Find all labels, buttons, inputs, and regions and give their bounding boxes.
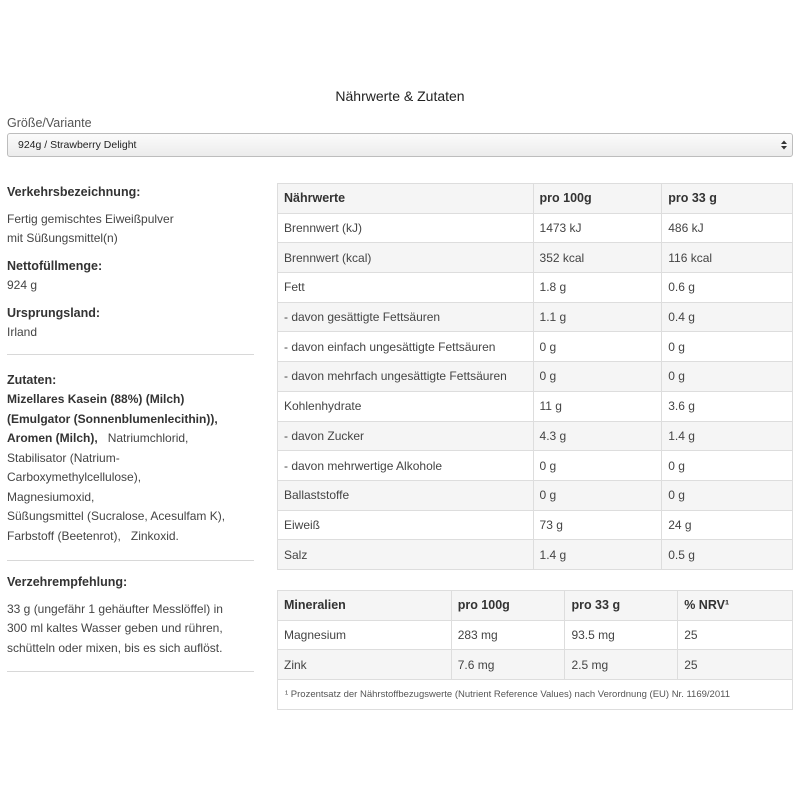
variant-selected-value: 924g / Strawberry Delight: [18, 139, 137, 151]
table-cell: 0 g: [662, 451, 793, 481]
minerals-header: Mineralien: [278, 591, 452, 621]
table-row: [278, 480, 793, 510]
updown-chevron-icon: [780, 139, 788, 151]
table-cell: 0 g: [533, 362, 662, 392]
ingredient-3: Carboxymethylcellulose),: [7, 470, 142, 484]
table-cell: Eiweiß: [278, 510, 534, 540]
table-cell: 4.3 g: [533, 421, 662, 451]
ingredient-6: Farbstoff (Beetenrot),: [7, 528, 121, 543]
ingredient-5: Süßungsmittel (Sucralose, Acesulfam K),: [7, 509, 226, 523]
page-title: Nährwerte & Zutaten: [335, 88, 465, 104]
table-cell: 1473 kJ: [533, 213, 662, 243]
minerals-header: % NRV¹: [678, 591, 793, 621]
ingredient-4: Magnesiumoxid,: [7, 489, 95, 504]
table-row: [278, 540, 793, 570]
divider: [7, 671, 254, 672]
net-quantity-value: 924 g: [7, 278, 38, 292]
table-cell: 0.4 g: [662, 302, 793, 332]
table-cell: 1.4 g: [533, 540, 662, 570]
minerals-header: pro 33 g: [565, 591, 678, 621]
variant-select[interactable]: [7, 133, 793, 157]
table-row: [278, 451, 793, 481]
table-cell: 0.6 g: [662, 273, 793, 303]
usage-line-1: 33 g (ungefähr 1 gehäufter Messlöffel) in: [7, 601, 223, 616]
table-cell: 486 kJ: [662, 213, 793, 243]
nutrition-header: pro 33 g: [662, 184, 793, 214]
table-cell: - davon einfach ungesättigte Fettsäuren: [278, 332, 534, 362]
table-cell: 0 g: [533, 480, 662, 510]
nutrition-header: Nährwerte: [278, 184, 534, 214]
usage-line-3: schütteln oder mixen, bis es sich auflöst.: [7, 640, 223, 655]
usage-line-2: 300 ml kaltes Wasser geben und rühren,: [7, 621, 223, 635]
ingredient-bold-2: (Emulgator (Sonnenblumenlecithin)),: [7, 411, 218, 426]
nutrition-header: pro 100g: [533, 184, 662, 214]
table-row: [278, 510, 793, 540]
table-cell: - davon Zucker: [278, 421, 534, 451]
table-cell: 352 kcal: [533, 243, 662, 273]
table-cell: 1.8 g: [533, 273, 662, 303]
ingredient-bold-3: Aromen (Milch),: [7, 431, 98, 445]
ingredient-2: Stabilisator (Natrium-: [7, 450, 120, 465]
net-quantity-label: Nettofüllmenge:: [7, 258, 103, 273]
table-row: [278, 620, 793, 650]
table-row: [278, 332, 793, 362]
table-cell: Magnesium: [278, 620, 452, 650]
table-cell: Ballaststoffe: [278, 480, 534, 510]
table-cell: 0 g: [533, 451, 662, 481]
variant-label: Größe/Variante: [7, 116, 92, 130]
table-cell: - davon mehrfach ungesättigte Fettsäuren: [278, 362, 534, 392]
table-cell: Brennwert (kcal): [278, 243, 534, 273]
table-cell: 0 g: [662, 362, 793, 392]
table-cell: 1.4 g: [662, 421, 793, 451]
minerals-table: [277, 590, 793, 680]
designation-line-1: Fertig gemischtes Eiweißpulver: [7, 211, 174, 226]
ingredients-label: Zutaten:: [7, 372, 57, 387]
ingredient-bold-1: Mizellares Kasein (88%) (Milch): [7, 392, 185, 406]
designation-line-2: mit Süßungsmittel(n): [7, 231, 118, 245]
table-cell: Kohlenhydrate: [278, 391, 534, 421]
ingredient-1: Natriumchlorid,: [107, 431, 189, 445]
table-cell: Fett: [278, 273, 534, 303]
table-row: [278, 421, 793, 451]
table-cell: 7.6 mg: [451, 650, 565, 680]
table-cell: 25: [678, 620, 793, 650]
table-cell: 0 g: [533, 332, 662, 362]
table-row: [278, 213, 793, 243]
table-cell: Salz: [278, 540, 534, 570]
table-cell: 93.5 mg: [565, 620, 678, 650]
minerals-header-row: [278, 591, 793, 621]
table-row: [278, 650, 793, 680]
table-row: [278, 391, 793, 421]
nutrition-header-row: [278, 184, 793, 214]
table-cell: 24 g: [662, 510, 793, 540]
table-row: [278, 273, 793, 303]
table-cell: - davon mehrwertige Alkohole: [278, 451, 534, 481]
table-row: [278, 243, 793, 273]
table-cell: 116 kcal: [662, 243, 793, 273]
table-row: [278, 362, 793, 392]
usage-label: Verzehrempfehlung:: [7, 575, 128, 589]
nutrition-table: [277, 183, 793, 570]
table-cell: 25: [678, 650, 793, 680]
table-cell: 11 g: [533, 391, 662, 421]
table-cell: - davon gesättigte Fettsäuren: [278, 302, 534, 332]
table-cell: Zink: [278, 650, 452, 680]
footnote: ¹ Prozentsatz der Nährstoffbezugswerte (Nutrient Reference Values) nach Verordnung (EU) Nr. 1169/2011: [277, 679, 793, 710]
table-cell: 2.5 mg: [565, 650, 678, 680]
ingredient-7: Zinkoxid.: [130, 528, 179, 543]
origin-value: Irland: [7, 325, 38, 339]
table-cell: Brennwert (kJ): [278, 213, 534, 243]
origin-label: Ursprungsland:: [7, 305, 101, 320]
table-cell: 1.1 g: [533, 302, 662, 332]
table-cell: 0.5 g: [662, 540, 793, 570]
product-info: [7, 183, 254, 672]
minerals-header: pro 100g: [451, 591, 565, 621]
table-cell: 0 g: [662, 480, 793, 510]
table-row: [278, 302, 793, 332]
table-cell: 283 mg: [451, 620, 565, 650]
table-cell: 0 g: [662, 332, 793, 362]
designation-label: Verkehrsbezeichnung:: [7, 185, 141, 199]
table-cell: 73 g: [533, 510, 662, 540]
table-cell: 3.6 g: [662, 391, 793, 421]
